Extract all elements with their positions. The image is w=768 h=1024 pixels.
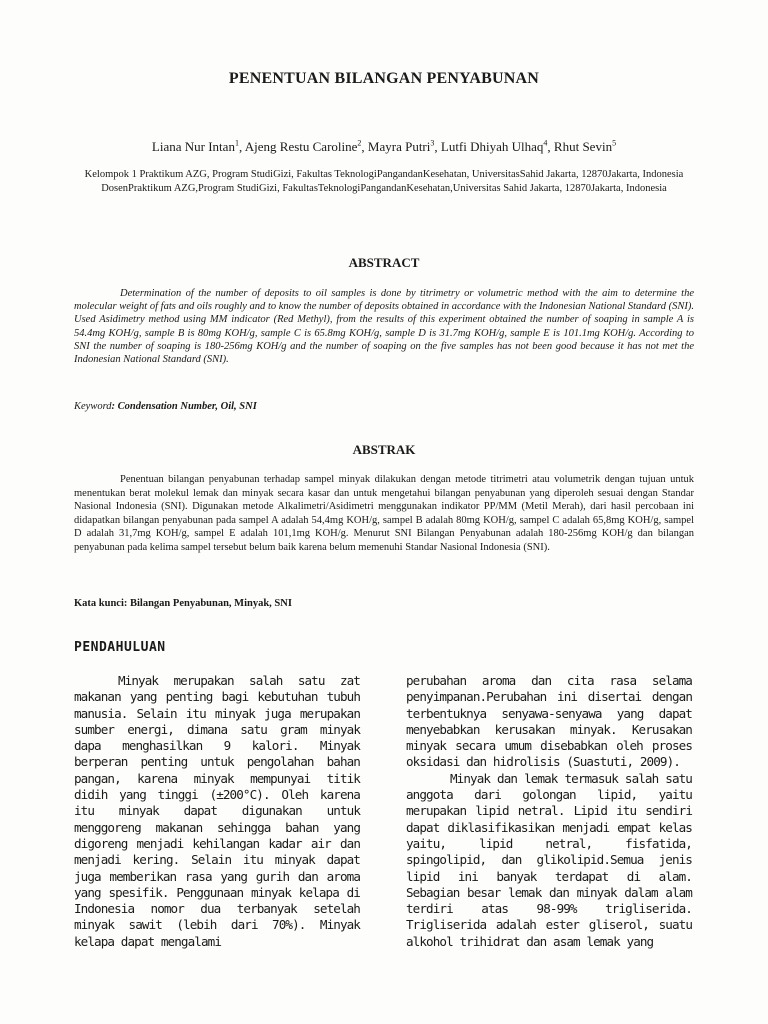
abstract-heading: ABSTRACT (348, 255, 420, 270)
author-list: Liana Nur Intan$^1$, Ajeng Restu Caroline$^2$, Mayra Putri$^3$, Lutfi Dhiyah Ulhaq$^4$, Rhut Sevin$^5$ (151, 139, 617, 155)
keyword-line (74, 401, 694, 412)
paper-title: PENENTUAN BILANGAN PENYABUNAN (228, 70, 540, 87)
author-5: Rhut Sevin$^5$ (553, 139, 617, 155)
abstrak-text: Penentuan bilangan penyabunan terhadap sampel minyak dilakukan dengan metode titrimetri atau volumetrik dengan tujuan untuk menentukan berat molekul lemak dan minyak secara kasar dan untuk mengetahui bilangan penyabunan yang diperoleh sesuai dengan Standar Nasional Indonesia (SNI). Digunakan metode Alkalimetri/Asidimetri menggunakan indikator PP/MM (Metil Merah), dari hasil percobaan ini didapatkan bilangan penyabunan pada sampel A adalah 54,4mg KOH/g, sampel B adalah 80mg KOH/g, sampel C adalah 65,8mg KOH/g, sampel D adalah 31,7mg KOH/g, sampel E adalah 101,1mg KOH/g. Menurut SNI Bilangan Penyabunan adalah 180-256mg KOH/g dan bilangan penyabunan pada kelima sampel tersebut belum baik karena belum memenuhi Standar Nasional Indonesia (SNI). (74, 474, 694, 553)
keyword-label: Keyword (74, 401, 112, 412)
keyword-text: : Condensation Number, Oil, SNI (111, 401, 257, 412)
author-2: Ajeng Restu Caroline$^2$ (244, 139, 362, 155)
abstract-text: Determination of the number of deposits to oil samples is done by titrimetry or volumetric method with the aim to determine the molecular weight of fats and oils roughly and to know the number of deposits obtained in accordance with the Indonesian National Standard (SNI). Used Asidimetry method using MM indicator (Red Methyl), from the results of this experiment obtained the number of soaping in sample A is 54.4mg KOH/g, sample B is 80mg KOH/g, sample C is 65.8mg KOH/g, sample D is 31.7mg KOH/g, sample E is 101.1mg KOH/g. According to SNI the number of soaping is 180-256mg KOH/g and the number of soaping on the five samples has not been good because it has not met the Indonesian National Standard (SNI). (74, 288, 694, 366)
intro-paragraph-1: Minyak merupakan salah satu zat makanan yang penting bagi kebutuhan tubuh manusia. Selain itu minyak juga merupakan sumber energi, dimana satu gram minyak dapa menghasilkan 9 kalori. Minyak berperan penting untuk pengolahan bahan pangan, karena minyak mempunyai titik didih yang tinggi (±200°C). Oleh karena itu minyak dapat digunakan untuk menggoreng makanan sehingga bahan yang digoreng menjadi kehilangan kadar air dan menjadi kering. Selain itu minyak dapat juga memberikan rasa yang gurih dan aroma yang spesifik. Penggunaan minyak kelapa di Indonesia nomor dua terbanyak setelah minyak sawit (lebih dari 70%). Minyak kelapa dapat mengalami (74, 673, 360, 949)
author-4: Lutfi Dhiyah Ulhaq$^4$ (440, 139, 548, 155)
abstrak-heading: ABSTRAK (352, 442, 416, 457)
affiliations (78, 168, 690, 196)
intro-paragraph-3: Minyak dan lemak termasuk salah satu anggota dari golongan lipid, yaitu merupakan lipid netral. Lipid itu sendiri dapat diklasifikasikan menjadi empat kelas yaitu, lipid netral, fisfatida, spingolipid, dan glikolipid.Semua jenis lipid ini banyak terdapat di alam. Sebagian besar lemak dan minyak dalam alam terdiri atas 98-99% trigliserida. Trigliserida adalah ester gliserol, suatu alkohol trihidrat dan asam lemak yang (406, 770, 692, 949)
intro-left-column (74, 673, 360, 950)
intro-right-column (406, 673, 692, 950)
intro-heading: PENDAHULUAN (74, 640, 166, 655)
author-1: Liana Nur Intan$^1$ (151, 139, 239, 155)
intro-paragraph-2: perubahan aroma dan cita rasa selama penyimpanan.Perubahan ini disertai dengan terbentuknya senyawa-senyawa yang dapat menyebabkan kerusakan minyak. Kerusakan minyak secara umum disebabkan oleh proses oksidasi dan hidrolisis (Suastuti, 2009). (406, 673, 692, 770)
affiliation-1: Kelompok 1 Praktikum AZG, Program StudiGizi, Fakultas TeknologiPangandanKesehatan, UniversitasSahid Jakarta, 12870Jakarta, Indonesia (84, 169, 684, 180)
affiliation-2: DosenPraktikum AZG,Program StudiGizi, FakultasTeknologiPangandanKesehatan,Universitas Sahid Jakarta, 12870Jakarta, Indonesia (101, 183, 667, 194)
author-3: Mayra Putri$^3$ (367, 139, 435, 155)
kata-kunci-line: Kata kunci: Bilangan Penyabunan, Minyak, SNI (74, 598, 292, 609)
